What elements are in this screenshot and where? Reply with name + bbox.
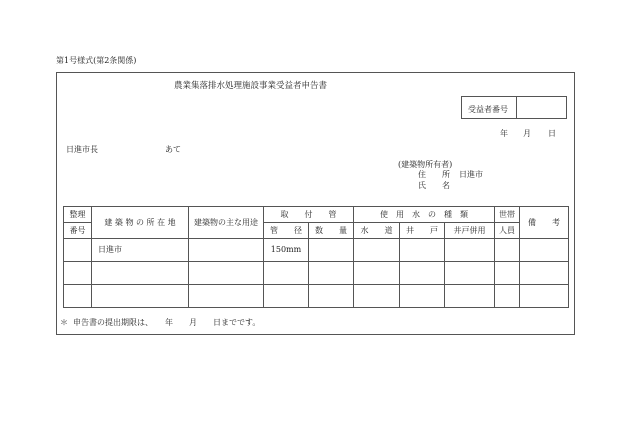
cell-well[interactable] xyxy=(400,262,445,285)
cell-count[interactable] xyxy=(309,239,354,262)
cell-well[interactable] xyxy=(400,285,445,308)
cell-no[interactable] xyxy=(64,239,92,262)
header-water-supply: 水 道 xyxy=(354,223,400,239)
addressee-name: 日進市長 xyxy=(66,145,98,154)
header-well-combined: 井戸併用 xyxy=(445,223,495,239)
date-day: 日 xyxy=(548,129,556,138)
header-well: 井 戸 xyxy=(400,223,445,239)
cell-diameter[interactable]: 150mm xyxy=(264,239,309,262)
table-row xyxy=(64,239,569,262)
beneficiary-number-label: 受益者番号 xyxy=(468,105,508,114)
owner-address-value[interactable]: 日進市 xyxy=(459,170,483,179)
form-number: 第1号様式(第2条関係) xyxy=(56,56,137,65)
cell-no[interactable] xyxy=(64,262,92,285)
beneficiary-number-divider xyxy=(516,97,517,118)
table-row xyxy=(64,285,569,308)
owner-name-label: 氏 名 xyxy=(418,181,450,190)
cell-water-supply[interactable] xyxy=(354,285,400,308)
table-header-row-1 xyxy=(64,207,569,223)
date-year: 年 xyxy=(500,129,508,138)
owner-address-label: 住 所 xyxy=(418,170,450,179)
cell-use[interactable] xyxy=(189,239,264,262)
header-pipe-count: 数 量 xyxy=(309,223,354,239)
note-text: 申告書の提出期限は、 年 月 日までです。 xyxy=(73,318,261,327)
cell-count[interactable] xyxy=(309,285,354,308)
addressee-ate: あて xyxy=(165,145,181,154)
form-title: 農業集落排水処理施設事業受益者申告書 xyxy=(174,81,328,91)
owner-header: (建築物所有者) xyxy=(398,160,453,169)
cell-combined[interactable] xyxy=(445,262,495,285)
cell-water-supply[interactable] xyxy=(354,239,400,262)
cell-diameter[interactable] xyxy=(264,262,309,285)
header-remarks: 備 考 xyxy=(520,207,569,239)
cell-count[interactable] xyxy=(309,262,354,285)
cell-combined[interactable] xyxy=(445,285,495,308)
cell-remarks[interactable] xyxy=(520,262,569,285)
header-pipe-diameter: 管 径 xyxy=(264,223,309,239)
table-row xyxy=(64,262,569,285)
cell-people[interactable] xyxy=(495,285,520,308)
cell-no[interactable] xyxy=(64,285,92,308)
header-household: 世帯 xyxy=(495,207,520,223)
cell-water-supply[interactable] xyxy=(354,262,400,285)
header-location: 建 築 物 の 所 在 地 xyxy=(92,207,189,239)
cell-use[interactable] xyxy=(189,285,264,308)
header-seiri: 整理 xyxy=(64,207,92,223)
header-pipe: 取 付 管 xyxy=(264,207,354,223)
declaration-table xyxy=(63,206,569,308)
cell-people[interactable] xyxy=(495,262,520,285)
beneficiary-number-box xyxy=(461,96,567,119)
cell-use[interactable] xyxy=(189,262,264,285)
cell-combined[interactable] xyxy=(445,239,495,262)
cell-location[interactable] xyxy=(92,262,189,285)
header-people: 人員 xyxy=(495,223,520,239)
cell-well[interactable] xyxy=(400,239,445,262)
note-mark: ＊ xyxy=(60,318,68,327)
header-water: 使 用 水 の 種 類 xyxy=(354,207,495,223)
cell-location[interactable] xyxy=(92,285,189,308)
date-month: 月 xyxy=(523,129,531,138)
header-bangou: 番号 xyxy=(64,223,92,239)
cell-people[interactable] xyxy=(495,239,520,262)
cell-remarks[interactable] xyxy=(520,239,569,262)
cell-remarks[interactable] xyxy=(520,285,569,308)
header-use: 建築物の主な用途 xyxy=(189,207,264,239)
cell-diameter[interactable] xyxy=(264,285,309,308)
cell-location[interactable]: 日進市 xyxy=(92,239,189,262)
